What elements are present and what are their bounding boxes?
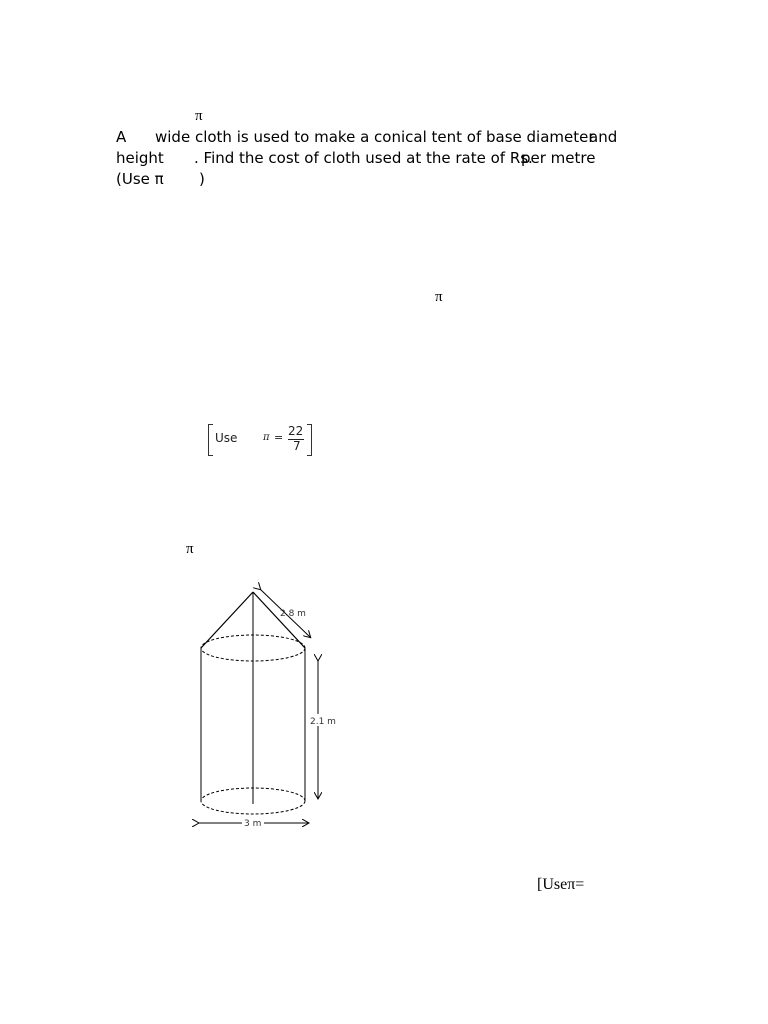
bottom-use-pi-fragment: [Useπ= [537, 876, 585, 893]
cone-left-slant [201, 592, 253, 648]
question-text-line1-b: wide cloth is used to make a conical tent of base diameter [155, 128, 595, 146]
left-bracket [208, 424, 213, 456]
diameter-label: 3 m [244, 819, 262, 829]
use-pi-formula [208, 424, 312, 454]
formula-pi: π [263, 432, 270, 443]
pi-symbol-middle: π [435, 289, 443, 305]
question-text-line2-a: height [116, 149, 164, 167]
question-text-line3-b: ) [199, 170, 205, 188]
formula-use-label: Use [215, 431, 238, 445]
formula-denominator: 7 [293, 439, 301, 453]
question-text-line1-a: A [116, 128, 127, 146]
question-text-line3-a: (Use π [116, 170, 164, 188]
question-text-line1-c: and [589, 128, 618, 146]
cone-right-slant [253, 592, 305, 648]
formula-numerator: 22 [288, 424, 304, 438]
slant-label: 2.8 m [280, 609, 306, 619]
formula-equals: = [274, 431, 284, 444]
question-text-line2-c: per metre [521, 149, 596, 167]
right-bracket [307, 424, 312, 456]
pi-symbol-lower: π [186, 541, 194, 557]
question-text-line2-b: . Find the cost of cloth used at the rate of Rs. [194, 149, 533, 167]
height-label: 2.1 m [310, 717, 336, 727]
tent-figure [190, 582, 360, 842]
pi-symbol-top: π [195, 108, 203, 124]
